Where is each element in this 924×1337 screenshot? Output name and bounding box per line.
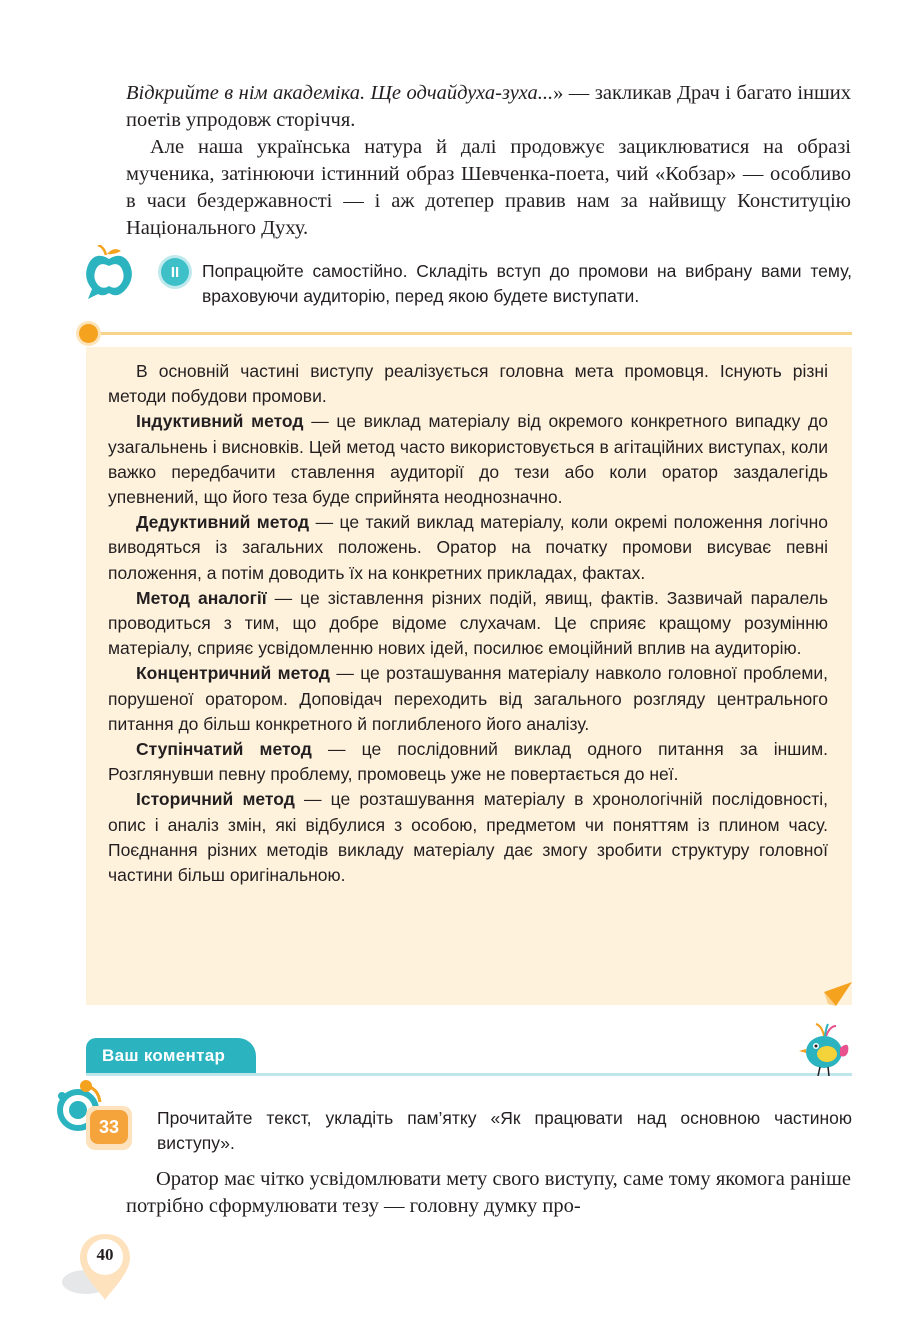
- method-analogy: [108, 586, 828, 662]
- method-description: — це виклад матеріалу від окремого конкретного випадку до узагальнень і висновків. Цей метод часто використовується в агітаційних виступах, коли важко передбачити ставлення аудиторії до тези або коли оратор заздалегідь упевнений, що його теза буде сприйнята неоднозначно.: [108, 411, 828, 508]
- method-term: Індуктивний метод: [136, 411, 304, 432]
- method-deductive: [108, 510, 828, 586]
- method-historical: [108, 787, 828, 888]
- info-box-dot-icon: [79, 324, 98, 343]
- task-33-text: Прочитайте текст, укладіть пам’ятку «Як працювати над основною частиною виступу».: [157, 1108, 852, 1153]
- method-description: — це зіставлення різних подій, явищ, фактів. Зазвичай паралель проводиться з тим, що добре відоме слухачам. Це сприяє кращому розумінню матеріалу, сприяє усвідомленню нових ідей, посилює емоційний вплив на аудиторію.: [108, 587, 828, 659]
- task-badge-ii: II: [161, 258, 189, 286]
- comment-section-header: Ваш коментар: [86, 1038, 256, 1074]
- paragraph-2: Але наша українська натура й далі продовжує зациклюватися на образі мученика, затінюючи істинний образ Шевченка-поета, чий «Кобзар» — особливо в часи бездержавності — і аж дотепер правив нам за найвищу Конституцію Національного Духу.: [126, 136, 851, 239]
- method-description: — це такий виклад матеріалу, коли окремі положення логічно виводяться із загальних положень. Оратор на початку промови висуває певні положення, а потім доводить їх на конкретних прикладах, фактах.: [108, 512, 828, 583]
- apple-task-icon: [84, 245, 134, 301]
- page-number-marker-icon: [60, 1228, 140, 1308]
- comment-header-line: [86, 1073, 852, 1076]
- method-concentric: [108, 661, 828, 737]
- page-corner-fold-icon: [824, 982, 852, 1006]
- method-term: Метод аналогії: [136, 587, 267, 608]
- method-term: Історичний метод: [136, 789, 295, 810]
- bottom-paragraph: Оратор має чітко усвідомлювати мету свого виступу, саме тому якомога раніше потрібно сформулювати тезу — головну думку про-: [126, 1168, 851, 1217]
- method-term: Дедуктивний метод: [136, 512, 310, 533]
- info-intro: В основній частині виступу реалізується головна мета промовця. Існують різні методи побудови промови.: [108, 361, 828, 407]
- task-ii-text: Попрацюйте самостійно. Складіть вступ до промови на вибрану вами тему, враховуючи аудиторію, перед якою будете виступати.: [202, 261, 852, 306]
- method-term: Концентричний метод: [136, 663, 330, 684]
- quote-attribution: » — закликав Драч і багато інших поетів упродовж сторіччя.: [126, 82, 851, 131]
- method-stepwise: [108, 737, 828, 787]
- italic-quote: Відкрийте в нім академіка. Ще одчайдуха-зуха...: [126, 82, 554, 104]
- method-description: — це розташування матеріалу навколо головної проблеми, порушеної оратором. Доповідач переходить від загального розгляду центрального питання до більш конкретного й поглибленого його аналізу.: [108, 663, 829, 734]
- paragraph-1: [126, 80, 851, 134]
- method-description: — це розташування матеріалу в хронологічній послідовності, опис і аналіз змін, які відбулися з особою, предметом чи поняттям із плином часу. Поєднання різних методів викладу матеріалу дає змогу зробити структуру головної частини більш оригінальною.: [108, 789, 828, 886]
- top-text-block: [126, 80, 851, 242]
- info-box-text: [108, 359, 828, 888]
- method-term: Ступінчатий метод: [136, 739, 312, 760]
- page-number: 40: [96, 1245, 114, 1264]
- method-inductive: [108, 409, 828, 510]
- task-number-33: 33: [90, 1110, 128, 1144]
- bird-icon: [796, 1022, 852, 1076]
- info-box-top-line: [90, 332, 852, 335]
- method-description: — це послідовний виклад одного питання за іншим. Розглянувши певну проблему, промовець уже не повертається до неї.: [108, 739, 828, 785]
